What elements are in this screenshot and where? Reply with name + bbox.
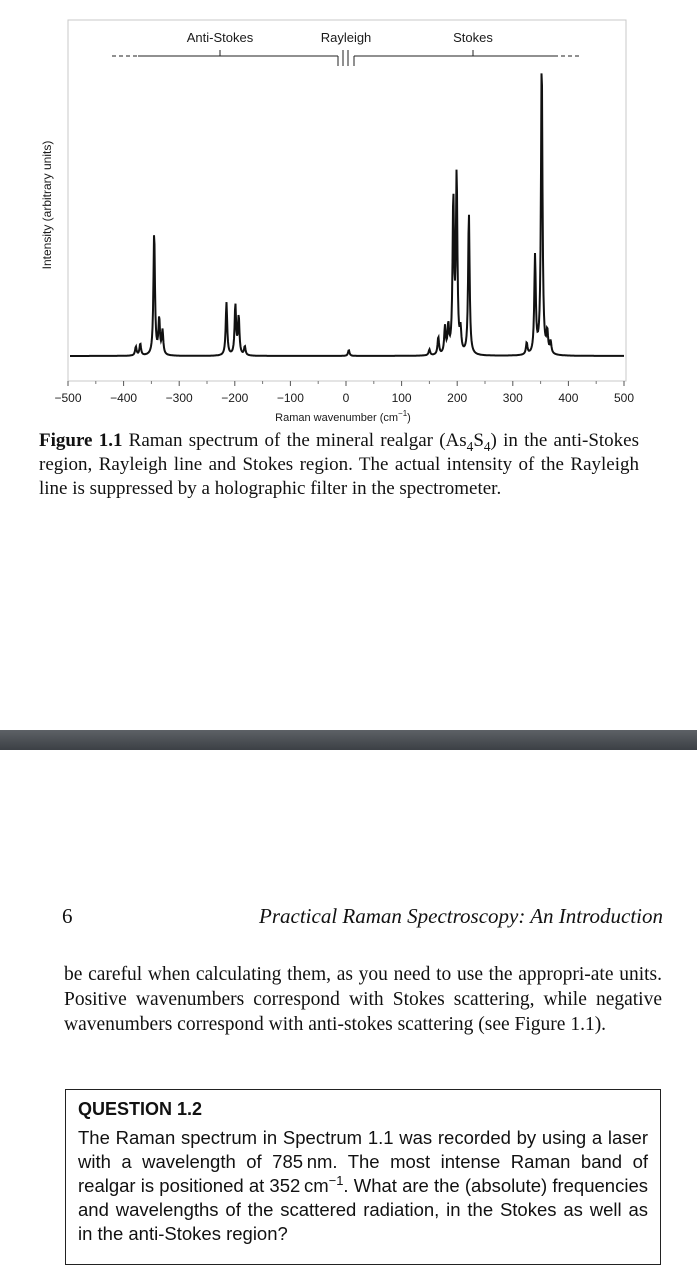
- caption-text: Raman spectrum of the mineral realgar (As: [122, 430, 467, 451]
- region-label-anti-stokes: Anti-Stokes: [186, 30, 254, 45]
- region-brackets: [112, 50, 580, 66]
- x-tick-label: 100: [391, 391, 412, 405]
- region-label-stokes: Stokes: [453, 30, 493, 45]
- x-axis-ticks: [54, 381, 634, 405]
- spectrum-line: [70, 73, 624, 356]
- x-tick-label: 500: [613, 391, 635, 405]
- question-text-a: The Raman spectrum in Spectrum 1.1 was recorded by using a laser with a wavelength of 785 nm. The most intense Raman band of realgar is positioned at 352 cm: [78, 1127, 648, 1196]
- question-sup: −1: [328, 1172, 344, 1188]
- x-tick-label: −500: [54, 391, 82, 405]
- x-tick-label: 0: [342, 391, 350, 405]
- figure-label: Figure 1.1: [39, 430, 123, 451]
- question-text: [78, 1126, 648, 1246]
- question-title: QUESTION 1.2: [78, 1099, 203, 1119]
- x-tick-label: −300: [165, 391, 193, 405]
- caption-rest: ) in the anti-Stokes region, Rayleigh line and Stokes region. The actual intensity of the Rayleigh line is suppressed by a holographic filter in the spectrometer.: [39, 430, 639, 499]
- x-tick-label: 300: [502, 391, 523, 405]
- x-tick-label: −200: [221, 391, 249, 405]
- raman-spectrum-chart: [0, 0, 697, 428]
- x-tick-label: −400: [110, 391, 138, 405]
- x-axis-label: Raman wavenumber $(cm^{-1})$: [275, 409, 411, 424]
- running-head: Practical Raman Spectroscopy: An Introduction: [259, 904, 663, 928]
- region-label-rayleigh: Rayleigh: [320, 30, 372, 45]
- question-box: [65, 1089, 661, 1265]
- page-number: 6: [62, 904, 73, 928]
- figure-caption: [39, 429, 639, 501]
- x-tick-label: 400: [558, 391, 579, 405]
- caption-sub-2: 4: [483, 438, 491, 454]
- body-paragraph: be careful when calculating them, as you need to use the appropri-ate units. Positive wavenumbers correspond with Stokes scattering, while negative wavenumbers correspond with anti-stokes scattering (see Figure 1.1).: [64, 964, 662, 1035]
- question-text-b: . What are the (absolute) frequencies and wavelengths of the scattered radiation, in the Stokes as well as in the anti-Stokes region?: [78, 1175, 648, 1244]
- x-tick-label: −100: [276, 391, 304, 405]
- y-axis-label: Intensity (arbitrary units): [40, 140, 54, 270]
- page-divider: [0, 730, 697, 750]
- caption-formula-s: S: [473, 430, 484, 451]
- x-tick-label: 200: [447, 391, 468, 405]
- caption-sub-1: 4: [466, 438, 474, 454]
- text-page: [0, 750, 697, 1277]
